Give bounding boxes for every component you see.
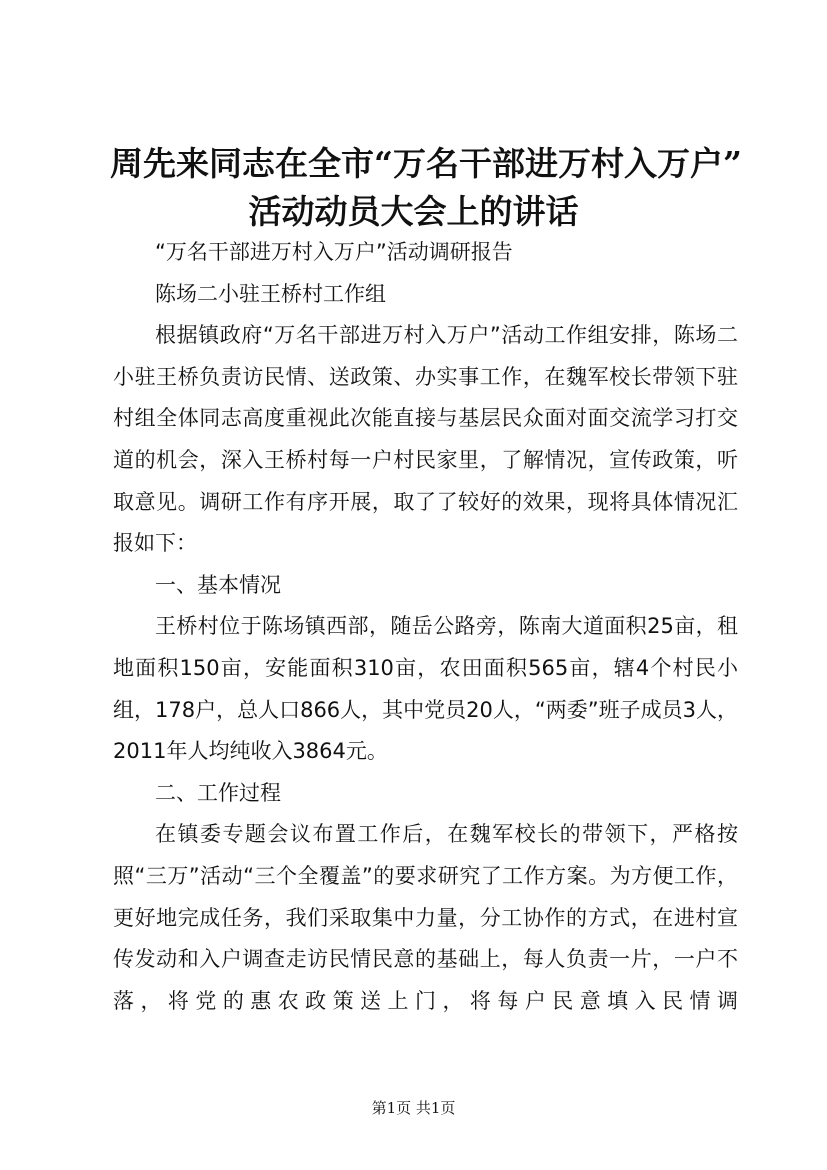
page-number-label: 第1页 共1页: [371, 1099, 456, 1117]
document-title-line-2: 活动动员大会上的讲话: [248, 192, 579, 231]
report-heading-paragraph: “万名干部进万村入万户”活动调研报告: [155, 240, 513, 264]
page-footer: [0, 1098, 827, 1118]
document-title-line-1: 周先来同志在全市“万名干部进万村入万户”: [110, 144, 742, 183]
process-paragraph: 在镇委专题会议布置工作后，在魏军校长的带领下，严格按照“三万”活动“三个全覆盖”的要求研究了工作方案。为方便工作，更好地完成任务，我们采取集中力量，分工协作的方式，在进村宣传发动和入户调查走访民情民意的基础上，每人负责一片，一户不落，将党的惠农政策送上门，将每户民意填入民情调: [113, 822, 738, 1013]
section-heading-basic: 一、基本情况: [155, 572, 281, 597]
basic-info-paragraph: 王桥村位于陈场镇西部，随岳公路旁，陈南大道面积25亩，租地面积150亩，安能面积310亩，农田面积565亩，辖4个村民小组，178户，总人口866人，其中党员20人，“两委”班子成员3人，2011年人均纯收入3864元。: [113, 614, 739, 764]
work-group-paragraph: 陈场二小驻王桥村工作组: [155, 281, 386, 306]
section-heading-process: 二、工作过程: [155, 780, 281, 805]
intro-paragraph: 根据镇政府“万名干部进万村入万户”活动工作组安排，陈场二小驻王桥负责访民情、送政策、办实事工作，在魏军校长带领下驻村组全体同志高度重视此次能直接与基层民众面对面交流学习打交道的机会，深入王桥村每一户村民家里，了解情况，宣传政策，听取意见。调研工作有序开展，取了了较好的效果，现将具体情况汇报如下：: [113, 323, 738, 556]
document-body: [113, 232, 738, 1022]
